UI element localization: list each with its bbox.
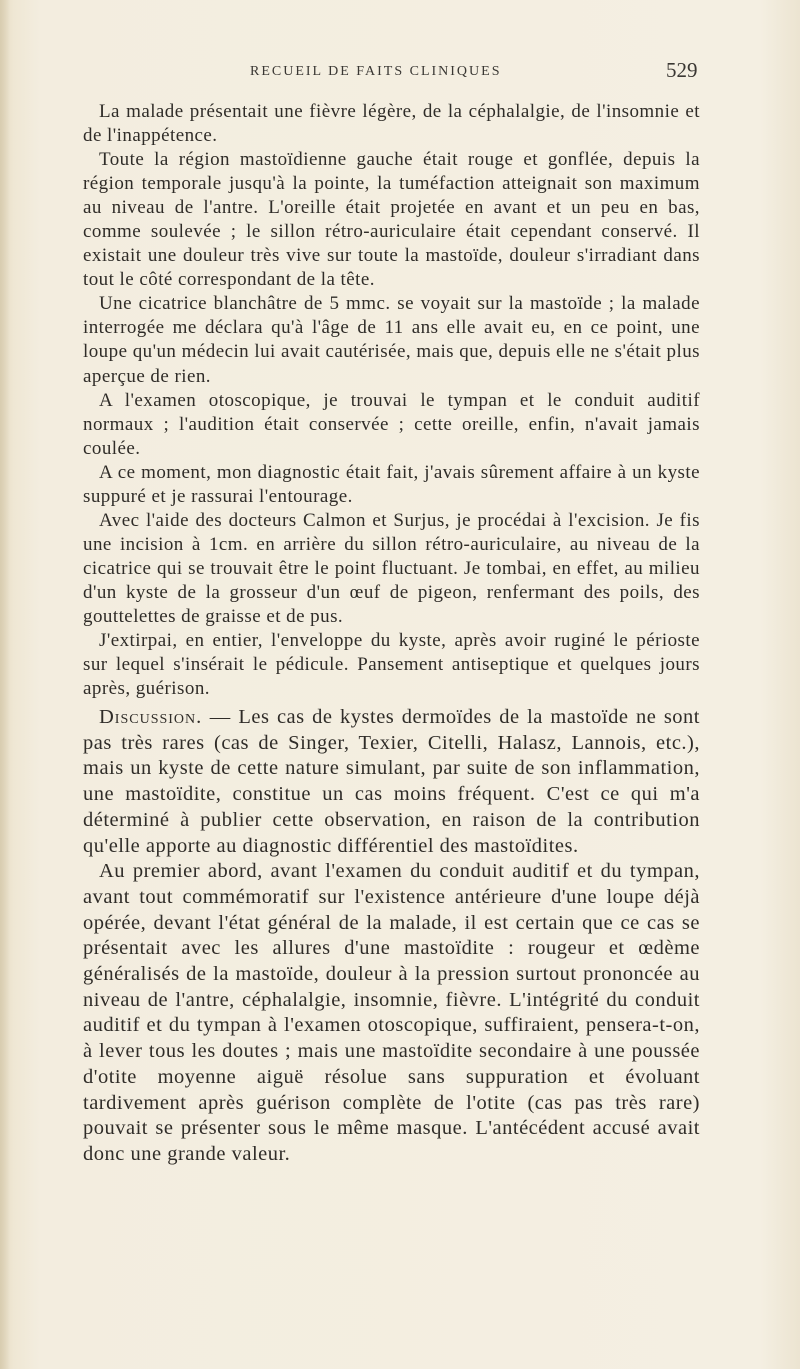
paragraph-text: Une cicatrice blanchâtre de 5 mmc. se voyait sur la mastoïde ; la malade interrogée me déclara qu'à l'âge de 11 ans elle avait eu, en ce point, une loupe qu'un médecin lui avait cautérisée, mais que, depuis elle ne s'était plus aperçue de rien.: [83, 293, 700, 387]
paragraph-text: Toute la région mastoïdienne gauche était rouge et gonflée, depuis la région temporale jusqu'à la pointe, la tuméfaction atteignait son maximum au niveau de l'antre. L'oreille était projetée en avant et un peu en bas, comme soulevée ; le sillon rétro-auriculaire était cependant conservé. Il existait une douleur très vive sur toute la mastoïde, douleur s'irradiant dans tout le côté correspondant de la tête.: [83, 149, 700, 291]
running-head: RECUEIL DE FAITS CLINIQUES: [250, 64, 502, 79]
paragraph-mastoid-region: [83, 148, 700, 292]
paragraph-differential-diagnosis: [83, 859, 700, 1167]
paragraph-excision: [83, 509, 700, 629]
paragraph-text: J'extirpai, en entier, l'enveloppe du kyste, après avoir ruginé le périoste sur lequel s'insérait le pédicule. Pansement antiseptique et quelques jours après, guérison.: [83, 630, 700, 700]
paragraph-text: La malade présentait une fièvre légère, de la céphalalgie, de l'insomnie et de l'inappétence.: [83, 101, 700, 147]
paragraph-scar: [83, 292, 700, 388]
paragraph-text: A l'examen otoscopique, je trouvai le tympan et le conduit auditif normaux ; l'audition était conservée ; cette oreille, enfin, n'avait jamais coulée.: [83, 389, 700, 459]
page-edge-shadow: [0, 0, 10, 1369]
paragraph-outcome: [83, 629, 700, 701]
discussion-section: [83, 705, 700, 1168]
paragraph-text: — Les cas de kystes dermoïdes de la mastoïde ne sont pas très rares (cas de Singer, Texier, Citelli, Halasz, Lannois, etc.), mais un kyste de cette nature simulant, par suite de son inflammation, une mastoïdite, constitue un cas moins fréquent. C'est ce qui m'a déterminé à publier cette observation, en raison de la contribution qu'elle apporte au diagnostic différentiel des mastoïdites.: [83, 706, 700, 857]
page-number: 529: [666, 58, 698, 82]
discussion-heading: Discussion.: [99, 706, 203, 728]
paragraph-discussion-intro: [83, 705, 700, 859]
paragraph-text: Avec l'aide des docteurs Calmon et Surjus, je procédai à l'excision. Je fis une incision à 1cm. en arrière du sillon rétro-auriculaire, au niveau de la cicatrice qui se trouvait être le point fluctuant. Je tombai, en effet, au milieu d'un kyste de la grosseur d'un œuf de pigeon, renfermant des poils, des gouttelettes de graisse et de pus.: [83, 509, 700, 627]
paragraph-text: A ce moment, mon diagnostic était fait, j'avais sûrement affaire à un kyste suppuré et je rassurai l'entourage.: [83, 461, 700, 507]
case-report-text: [83, 100, 700, 701]
paragraph-text: Au premier abord, avant l'examen du conduit auditif et du tympan, avant tout commémoratif sur l'existence antérieure d'une loupe déjà opérée, devant l'état général de la malade, il est certain que ce cas se présentait avec les allures d'une mastoïdite : rougeur et œdème généralisés de la mastoïde, douleur à la pression surtout prononcée au niveau de l'antre, céphalalgie, insomnie, fièvre. L'intégrité du conduit auditif et du tympan à l'examen otoscopique, suffiraient, pensera-t-on, à lever tous les doutes ; mais une mastoïdite secondaire à une poussée d'otite moyenne aiguë résolue sans suppuration et évoluant tardivement après guérison complète de l'otite (cas pas très rare) pouvait se présenter sous le même masque. L'antécédent accusé avait donc une grande valeur.: [83, 860, 700, 1165]
paragraph-otoscopic-exam: [83, 389, 700, 461]
page-header: [0, 54, 800, 84]
paragraph-diagnosis: [83, 461, 700, 509]
paragraph-symptoms: [83, 100, 700, 148]
